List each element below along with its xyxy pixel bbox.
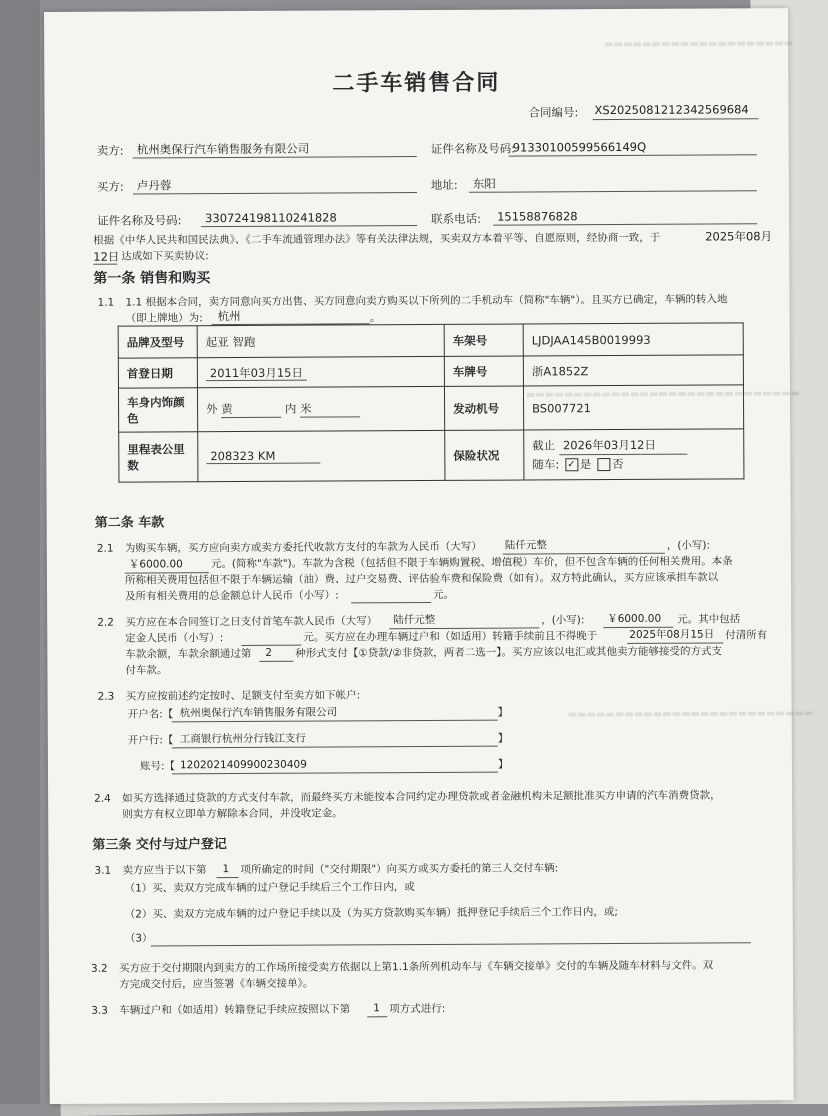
account-bank-value: 工商银行杭州分行钱江支行 bbox=[179, 732, 306, 746]
clause-3-1-text-a: 卖方应当于以下第 bbox=[122, 864, 207, 877]
intro-date-b: 12日 bbox=[93, 249, 120, 264]
underline bbox=[93, 264, 117, 265]
buyer-cert-label: 证件名称及号码: bbox=[97, 213, 182, 228]
clause-2-2-text-d: 付车款。 bbox=[125, 664, 168, 677]
seller-cert-label: 证件名称及号码: bbox=[430, 141, 516, 156]
clause-3-2-text-a: 买方应于交付期限内到卖方的工作场所接受卖方依据以上第1.1条所列机动车与《车辆交接单》交付的车辆及随车材料与文件。双 bbox=[118, 959, 714, 975]
seller-value: 杭州奥保行汽车销售服务有限公司 bbox=[136, 141, 310, 157]
brand-label: 品牌及型号 bbox=[118, 326, 197, 358]
bracket-close: 】 bbox=[497, 706, 509, 719]
engine-value: BS007721 bbox=[523, 385, 743, 430]
phone-value: 15158876828 bbox=[497, 209, 578, 224]
clause-3-3-num: 3.3 bbox=[91, 1004, 108, 1017]
underline bbox=[201, 225, 417, 227]
contract-no-value: XS2025081212342569684 bbox=[594, 102, 749, 118]
clause-2-2-small-label: ，(小写): bbox=[541, 614, 585, 627]
underline bbox=[351, 602, 431, 603]
insurance-cell bbox=[524, 429, 744, 480]
underline bbox=[133, 156, 417, 158]
intro-text: 根据《中华人民共和国民法典》、《二手车流通管理办法》等有关法律法规，买卖双方本着平等、自愿原则，经协商一致，于 bbox=[93, 231, 661, 247]
account-name-value: 杭州奥保行汽车销售服务有限公司 bbox=[179, 706, 338, 720]
bleed-through-text: ▬▬▬▬▬▬▬▬▬▬▬▬▬▬▬▬▬▬▬▬▬▬▬▬▬▬▬▬▬ bbox=[525, 388, 801, 401]
engine-label: 发动机号 bbox=[444, 386, 523, 430]
clause-3-1-text-a-tail: 项所确定的时间（"交付期限"）向买方或买方委托的第三人交付车辆: bbox=[240, 862, 559, 876]
clause-2-2-text-c: 车款余额，车款余额通过第 bbox=[125, 647, 252, 661]
option-1: （1）买、卖双方完成车辆的过户登记手续后三个工作日内，或 bbox=[124, 881, 415, 895]
clause-2-1-num: 2.1 bbox=[96, 542, 114, 555]
clause-2-2-way: 2 bbox=[265, 646, 273, 659]
underline bbox=[217, 877, 239, 878]
clause-2-1-amount-cn: 陆仟元整 bbox=[504, 539, 547, 552]
period: 。 bbox=[369, 310, 382, 325]
mileage-cell bbox=[198, 430, 445, 481]
no-label: 否 bbox=[612, 456, 624, 472]
clause-2-1-small-label: ，(小写): bbox=[666, 539, 711, 552]
clause-2-2-amount: ￥6000.00 bbox=[607, 612, 662, 626]
bleed-through-text: ▬▬▬▬▬▬▬▬▬▬▬▬▬▬▬▬▬▬▬▬ bbox=[604, 38, 794, 51]
clause-2-1-amount: ￥6000.00 bbox=[128, 558, 183, 571]
reg-date-cell bbox=[197, 356, 444, 387]
address-value: 东阳 bbox=[472, 176, 496, 191]
clause-2-1-text-c: 所称相关费用包括但不限于车辆运输（油）费、过户交易费、评估验车费和保险费（如有）。双方特此确认，买方应该承担车款以 bbox=[124, 571, 719, 587]
account-name-label: 开户名:【 bbox=[127, 708, 174, 721]
underline bbox=[493, 223, 757, 225]
clause-3-2-text-b: 方完成交付后，应当签署《车辆交接单》。 bbox=[119, 977, 314, 991]
contract-title: 二手车销售合同 bbox=[332, 70, 501, 97]
background-sheet-left bbox=[0, 0, 40, 1104]
buyer-cert-value: 330724198110241828 bbox=[205, 210, 337, 226]
yes-label: 是 bbox=[579, 457, 592, 472]
color-in-value: 米 bbox=[300, 400, 360, 417]
buyer-label: 买方: bbox=[96, 179, 124, 194]
clause-1-1-text: 1.1 根据本合同，卖方同意向买方出售、买方同意向卖方购买以下所列的二手机动车（简称"车辆"）。且买方已确定，车辆的转入地 bbox=[125, 293, 728, 309]
address-label: 地址: bbox=[430, 177, 458, 192]
clause-2-2-date: 2025年08月15日 bbox=[629, 628, 715, 641]
option-2: （2）买、卖双方完成车辆的过户登记手续以及（为买方贷款购买车辆）抵押登记手续后三个工作日内，或; bbox=[124, 906, 618, 921]
clause-2-1-text-b: 元。(简称"车款")。车款为含税（包括但不限于车辆购置税、增值税）车价，但不包含车辆的任何相关费用。本条 bbox=[210, 555, 733, 571]
with-car-label: 随车: bbox=[532, 457, 560, 472]
clause-2-3-text: 买方应按前述约定按时、足额支付至卖方如下帐户: bbox=[125, 689, 361, 703]
underline bbox=[469, 190, 757, 193]
clause-2-2-amount-cn: 陆仟元整 bbox=[393, 613, 436, 627]
clause-2-2-text-a: 买方应在本合同签订之日支付首笔车款人民币（大写） bbox=[125, 615, 378, 629]
underline bbox=[133, 192, 417, 194]
bracket-close: 】 bbox=[497, 758, 509, 771]
intro-date-a: 2025年08月 bbox=[705, 229, 773, 244]
color-label-b: 色 bbox=[127, 411, 139, 426]
phone-label: 联系电话: bbox=[431, 211, 481, 226]
vin-label: 车架号 bbox=[444, 324, 523, 356]
vin-value: LJDJAA145B0019993 bbox=[523, 323, 743, 356]
clause-3-1-num: 3.1 bbox=[94, 864, 112, 877]
transfer-place: 杭州 bbox=[217, 308, 241, 324]
insurance-until-value: 2026年03月12日 bbox=[559, 436, 687, 456]
contract-no-label: 合同编号: bbox=[528, 105, 579, 120]
article-3-heading: 第三条 交付与过户登记 bbox=[92, 837, 227, 853]
seller-label: 卖方: bbox=[96, 143, 124, 158]
mileage-label-a: 里程表公里 bbox=[127, 441, 185, 457]
color-in-label: 内 bbox=[284, 401, 297, 416]
color-cell bbox=[197, 386, 444, 431]
underline bbox=[593, 118, 759, 120]
color-label-a: 车身内饰颜 bbox=[127, 394, 185, 410]
clause-2-3-num: 2.3 bbox=[97, 690, 115, 703]
color-out-value: 黄 bbox=[221, 401, 281, 418]
plate-label: 车牌号 bbox=[444, 356, 523, 386]
mileage-value: 208323 KM bbox=[206, 449, 320, 465]
yes-checkbox[interactable]: ✓ bbox=[565, 458, 578, 471]
clause-2-2-text-b-tail: 付清所有 bbox=[725, 629, 768, 642]
plate-value: 浙A1852Z bbox=[523, 355, 743, 386]
mileage-label bbox=[119, 432, 198, 482]
option-3: （3） bbox=[124, 932, 153, 945]
insurance-label: 保险状况 bbox=[445, 430, 524, 480]
account-bank-label: 开户行:【 bbox=[127, 734, 174, 747]
clause-1-1-num: 1.1 bbox=[97, 296, 115, 309]
clause-2-2-text-b: 定金人民币（小写）: bbox=[125, 632, 224, 645]
article-2-heading: 第二条 车款 bbox=[94, 515, 165, 531]
insurance-until-label: 截止 bbox=[532, 438, 556, 453]
reg-date-value: 2011年03月15日 bbox=[206, 365, 307, 381]
contract-page bbox=[44, 8, 814, 1104]
intro-tail: 达成如下买卖协议: bbox=[121, 250, 209, 263]
clause-3-2-num: 3.2 bbox=[90, 962, 108, 975]
color-label bbox=[118, 388, 197, 432]
clause-1-1-text-b: （即上牌地）为: bbox=[125, 312, 203, 325]
clause-2-2-num: 2.2 bbox=[97, 616, 114, 629]
underline bbox=[367, 1016, 387, 1017]
brand-value: 起亚 智跑 bbox=[197, 324, 444, 357]
clause-3-3-item: 1 bbox=[373, 1002, 380, 1015]
clause-2-2-text-c-tail: 种形式支付【①贷款/②非贷款，两者二选一】。买方应该以电汇或其他卖方能够接受的方式支 bbox=[295, 645, 723, 660]
color-out-label: 外 bbox=[206, 402, 218, 417]
clause-2-2-text-b-mid: 元。买方应在办理车辆过户和（如适用）转籍手续前且不得晚于 bbox=[303, 630, 598, 644]
bracket-close: 】 bbox=[497, 732, 509, 745]
clause-2-4-text-b: 则卖方有权立即单方解除本合同，并没收定金。 bbox=[122, 807, 343, 821]
clause-2-2-text-a-tail: 元。其中包括 bbox=[677, 613, 741, 626]
mileage-label-b: 数 bbox=[127, 458, 139, 473]
clause-3-3-text-a-tail: 项方式进行: bbox=[389, 1002, 446, 1016]
clause-2-4-text-a: 如买方选择通过贷款的方式支付车款，而最终买方未能按本合同约定办理贷款或者金融机构未足额批准买方申请的汽车消费贷款， bbox=[122, 789, 721, 805]
article-1-heading: 第一条 销售和购买 bbox=[93, 270, 211, 287]
clause-2-1-text-a: 为购买车辆，买方应向卖方或卖方委托代收款方支付的车款为人民币（大写） bbox=[124, 540, 482, 555]
clause-2-4-num: 2.4 bbox=[94, 792, 111, 805]
account-no-value: 1202021409900230409 bbox=[179, 758, 307, 772]
account-no-label: 账号:【 bbox=[139, 760, 176, 773]
no-checkbox[interactable] bbox=[597, 458, 610, 471]
underline bbox=[509, 154, 757, 156]
seller-cert-value: 91330100599566149Q bbox=[512, 139, 647, 155]
vehicle-info-table bbox=[118, 322, 745, 482]
reg-date-label: 首登日期 bbox=[118, 358, 197, 388]
clause-3-1-item: 1 bbox=[222, 863, 230, 876]
underline bbox=[259, 661, 293, 662]
buyer-value: 卢丹蓉 bbox=[136, 178, 172, 193]
bleed-through-text: ▬▬▬▬▬▬▬▬▬▬▬▬▬▬▬▬▬▬▬▬▬▬▬▬▬▬ bbox=[567, 707, 814, 721]
clause-2-1-text-d: 及所有相关费用的总金额总计人民币（小写）: bbox=[125, 589, 339, 603]
clause-2-1-text-d-tail: 元。 bbox=[433, 588, 455, 601]
clause-3-3-text-a: 车辆过户和（如适用）转籍登记手续应按照以下第 bbox=[119, 1003, 351, 1017]
underline bbox=[151, 942, 751, 946]
